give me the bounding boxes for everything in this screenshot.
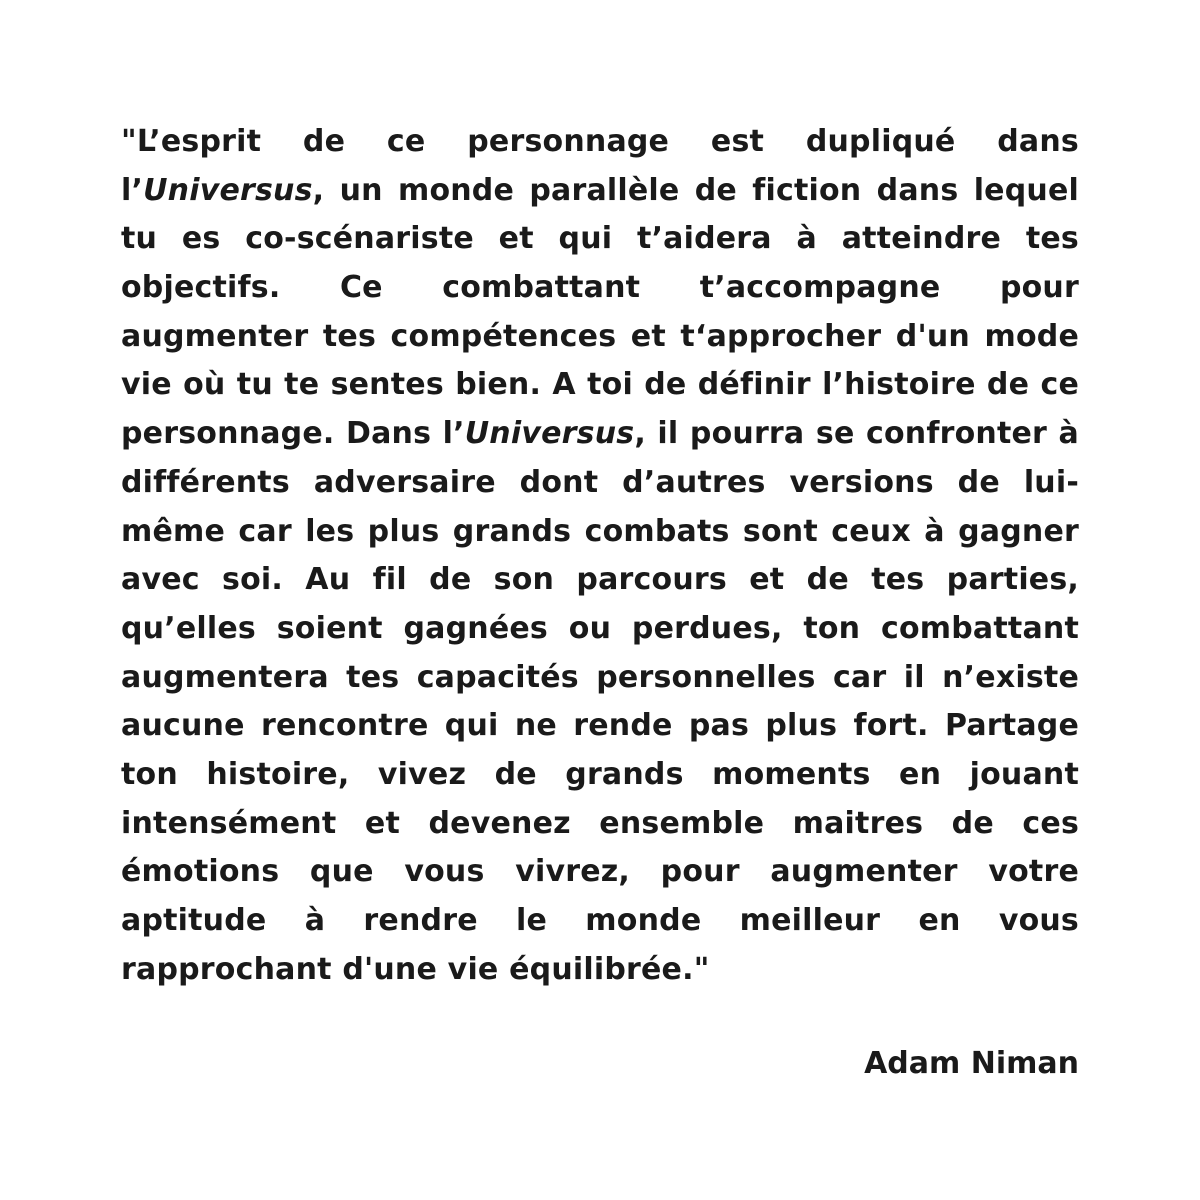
quote-line: émotions que vous vivrez, pour augmenter votre [121,854,1079,890]
quote-line: tu es co-scénariste et qui t’aidera à atteindre tes [121,221,1079,257]
quote-fragment: , il pourra se confronter à [634,416,1079,452]
author-signature: Adam Niman [864,1046,1079,1081]
quote-line: "L’esprit de ce personnage est dupliqué dans [121,124,1079,159]
quote-line: augmenter tes compétences et t‘approcher d'un mode [121,318,1079,354]
quote-block [121,118,1079,994]
quote-fragment: l’ [121,172,144,208]
quote-line: aptitude à rendre le monde meilleur en vous [121,903,1079,938]
quote-line: ton histoire, vivez de grands moments en jouant [121,756,1079,792]
quote-line [121,167,1079,216]
quote-line: vie où tu te sentes bien. A toi de définir l’histoire de ce [121,367,1079,403]
quote-line: rapprochant d'une vie équilibrée." [121,951,710,987]
quote-line: objectifs. Ce combattant t’accompagne pour [121,270,1079,306]
quote-line: intensément et devenez ensemble maitres de ces [121,805,1079,841]
quote-line: différents adversaire dont d’autres versions de lui- [121,464,1079,500]
quote-emphasis: Universus [464,416,635,452]
quote-line: aucune rencontre qui ne rende pas plus fort. Partage [121,708,1079,744]
quote-line: même car les plus grands combats sont ceux à gagner [121,513,1079,549]
quote-line: qu’elles soient gagnées ou perdues, ton combattant [121,610,1079,646]
quote-fragment: , un monde parallèle de fiction dans lequel [312,172,1079,208]
quote-fragment: personnage. Dans l’ [121,416,465,452]
quote-line: augmentera tes capacités personnelles car il n’existe [121,659,1079,695]
quote-line: avec soi. Au fil de son parcours et de tes parties, [121,562,1079,598]
quote-line [121,410,1079,459]
quote-emphasis: Universus [143,172,313,208]
